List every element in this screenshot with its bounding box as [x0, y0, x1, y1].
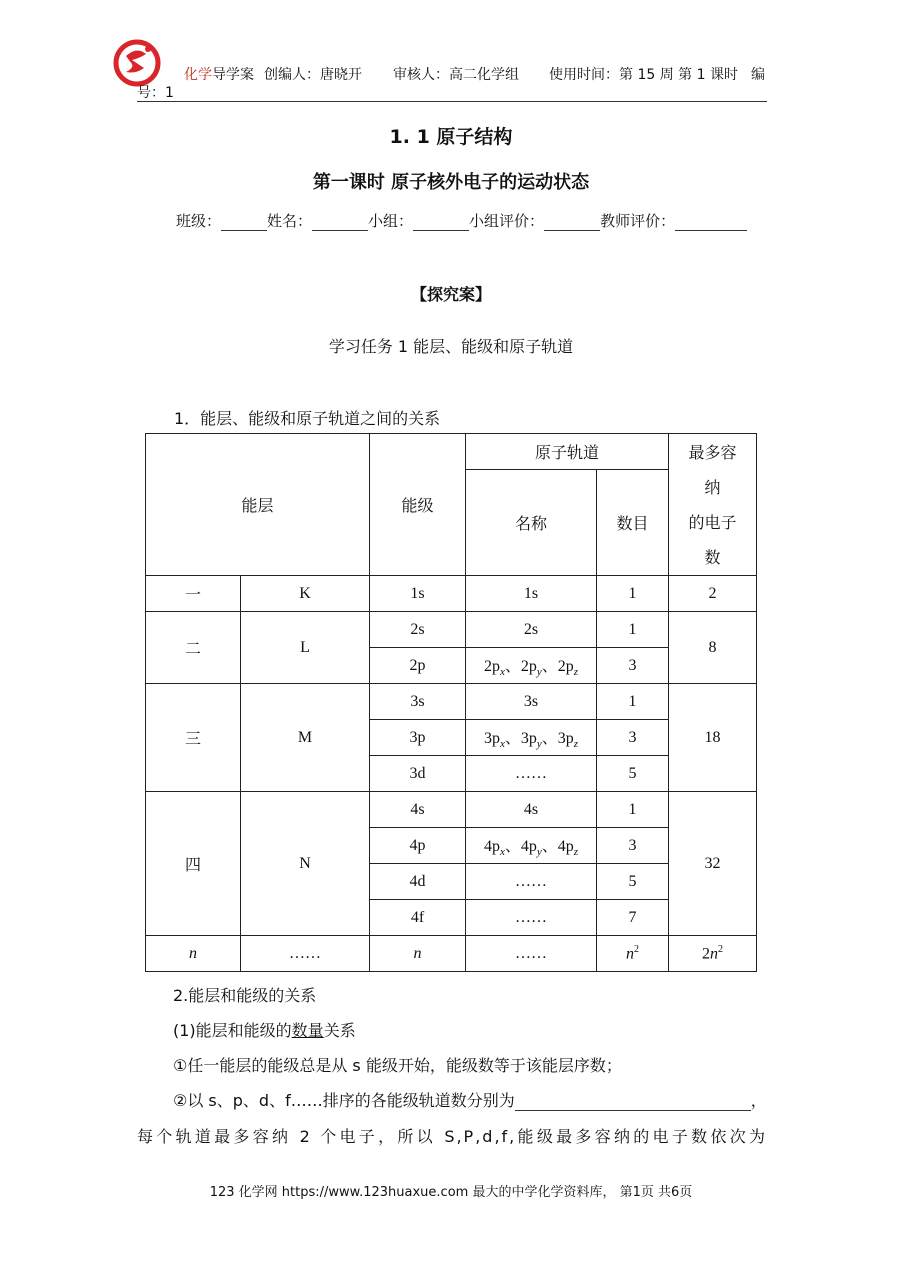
orbital-table — [145, 433, 757, 972]
orbital-name-cell: 3s — [466, 684, 597, 720]
orbital-name-cell: …… — [466, 864, 597, 900]
level-cell: 4f — [370, 900, 466, 936]
orbital-sub: z — [573, 738, 579, 751]
shell-cell: n — [146, 936, 241, 972]
orbital-count-cell: 7 — [597, 900, 669, 936]
header-max-a: 最多容 — [688, 442, 737, 462]
level-cell: 2s — [370, 612, 466, 648]
group-eval-blank — [544, 214, 600, 231]
p3-end: ， — [750, 1091, 767, 1110]
table-row — [146, 684, 757, 720]
orbital-letter: p — [491, 729, 500, 747]
orbital-sep: 、 — [541, 657, 558, 675]
orbital-prefix: 4 — [557, 837, 566, 855]
paragraph-2: ①任一能层的能级总是从 s 能级开始，能级数等于该能层序数； — [173, 1056, 622, 1075]
level-cell: 4s — [370, 792, 466, 828]
page-title: 1. 1 原子结构 — [389, 126, 513, 148]
header-max-electrons — [669, 434, 757, 576]
level-cell: 2p — [370, 648, 466, 684]
teacher-eval-blank — [675, 214, 747, 231]
orbital-sub: x — [499, 738, 505, 751]
orbital-count-cell — [597, 936, 669, 972]
orbital-name-cell: 4s — [466, 792, 597, 828]
level-cell: 4p — [370, 828, 466, 864]
answer-blank — [515, 1094, 751, 1111]
shell-letter-cell: M — [241, 684, 370, 792]
orbital-letter: p — [528, 837, 537, 855]
orbital-name-cell: 1s — [466, 576, 597, 612]
group-label: 小组： — [368, 212, 414, 230]
header-doc-type — [184, 64, 254, 84]
section-2-heading: 2.能层和能级的关系 — [173, 986, 317, 1005]
orbital-sub: z — [573, 666, 579, 679]
max-electrons-cell: 2 — [669, 576, 757, 612]
orbital-count-cell: 1 — [597, 612, 669, 648]
p3-text: ②以 s、p、d、f……排序的各能级轨道数分别为 — [173, 1091, 515, 1110]
orbital-count-cell: 5 — [597, 756, 669, 792]
orbital-sub: z — [573, 846, 579, 859]
max-electrons-cell: 8 — [669, 612, 757, 684]
shell-cell: 三 — [146, 684, 241, 792]
shell-letter-cell: K — [241, 576, 370, 612]
orbital-letter: p — [491, 657, 500, 675]
orbital-count-cell: 3 — [597, 648, 669, 684]
orbital-count-cell: 3 — [597, 720, 669, 756]
level-cell: 1s — [370, 576, 466, 612]
header-orbital: 原子轨道 — [466, 434, 669, 470]
name-label: 姓名： — [267, 212, 313, 230]
orbital-count-cell: 1 — [597, 684, 669, 720]
header-orbital-count: 数目 — [597, 470, 669, 576]
orbital-sep: 、 — [504, 837, 521, 855]
orbital-prefix: 3 — [557, 729, 566, 747]
table-row — [146, 612, 757, 648]
orbital-sep: 、 — [504, 729, 521, 747]
max-prefix: 2 — [702, 945, 710, 963]
header-divider — [137, 101, 767, 102]
shell-cell: 一 — [146, 576, 241, 612]
level-cell: 3p — [370, 720, 466, 756]
orbital-letter: p — [528, 657, 537, 675]
student-info-row — [176, 210, 747, 231]
p1-post: 关系 — [323, 1021, 356, 1040]
header-max-d: 数 — [704, 547, 721, 567]
orbital-count-cell: 5 — [597, 864, 669, 900]
header-max-c: 的电子 — [688, 512, 737, 532]
orbital-prefix: 2 — [483, 657, 492, 675]
explore-heading: 【探究案】 — [410, 285, 491, 304]
paragraph-1 — [173, 1018, 356, 1041]
count-n: n — [626, 945, 634, 963]
header-number-b: 号：1 — [137, 85, 174, 101]
class-blank — [221, 214, 267, 231]
orbital-count-cell: 1 — [597, 576, 669, 612]
shell-letter-cell: N — [241, 792, 370, 936]
orbital-letter: p — [565, 837, 574, 855]
orbital-prefix: 4 — [483, 837, 492, 855]
header-red-word: 化学 — [184, 67, 212, 83]
paragraph-3 — [173, 1088, 767, 1111]
orbital-name-cell: 2s — [466, 612, 597, 648]
orbital-sep: 、 — [504, 657, 521, 675]
table-row — [146, 936, 757, 972]
orbital-letter: p — [491, 837, 500, 855]
orbital-sub: x — [499, 666, 505, 679]
level-cell: 4d — [370, 864, 466, 900]
orbital-prefix: 3 — [520, 729, 529, 747]
header-rest-word: 导学案 — [212, 67, 254, 83]
orbital-prefix: 2 — [520, 657, 529, 675]
shell-letter-cell: …… — [241, 936, 370, 972]
table-row — [146, 792, 757, 828]
header-editor: 创编人：唐晓开 — [264, 67, 362, 83]
section-1-heading: 1．能层、能级和原子轨道之间的关系 — [174, 409, 441, 428]
orbital-name-cell — [466, 720, 597, 756]
max-electrons-cell: 18 — [669, 684, 757, 792]
max-sup: 2 — [718, 943, 723, 955]
orbital-sub: x — [499, 846, 505, 859]
max-electrons-cell — [669, 936, 757, 972]
shell-cell: 二 — [146, 612, 241, 684]
orbital-sub: y — [536, 666, 542, 679]
group-blank — [413, 214, 469, 231]
orbital-prefix: 2 — [557, 657, 566, 675]
page-footer: 123 化学网 https://www.123huaxue.com 最大的中学化学资料库， 第1页 共6页 — [209, 1185, 693, 1200]
orbital-sep: 、 — [541, 837, 558, 855]
header-orbital-name: 名称 — [466, 470, 597, 576]
page-subtitle: 第一课时 原子核外电子的运动状态 — [312, 172, 590, 193]
p1-pre: (1)能层和能级的 — [173, 1021, 292, 1040]
orbital-sub: y — [536, 738, 542, 751]
level-cell: 3d — [370, 756, 466, 792]
orbital-letter: p — [565, 657, 574, 675]
shell-cell: 四 — [146, 792, 241, 936]
level-cell: 3s — [370, 684, 466, 720]
paragraph-4: 每个轨道最多容纳 2 个电子，所以 S,P,d,f,能级最多容纳的电子数依次为 — [137, 1127, 767, 1146]
table-row — [146, 576, 757, 612]
header-usage: 使用时间：第 15 周 第 1 课时 — [549, 67, 738, 83]
header-reviewer: 审核人：高二化学组 — [393, 67, 519, 83]
teacher-eval-label: 教师评价： — [600, 212, 676, 230]
header-subshell: 能级 — [370, 434, 466, 576]
header-max-b: 纳 — [704, 477, 721, 497]
orbital-count-cell: 1 — [597, 792, 669, 828]
name-blank — [312, 214, 368, 231]
orbital-count-cell: 3 — [597, 828, 669, 864]
count-sup: 2 — [634, 943, 639, 955]
p1-underlined: 数量 — [291, 1021, 324, 1040]
task-heading: 学习任务 1 能层、能级和原子轨道 — [328, 337, 574, 356]
table-header-row — [146, 434, 757, 470]
orbital-letter: p — [528, 729, 537, 747]
level-cell: n — [370, 936, 466, 972]
class-label: 班级： — [176, 212, 222, 230]
max-n: n — [710, 945, 718, 963]
orbital-sub: y — [536, 846, 542, 859]
orbital-letter: p — [565, 729, 574, 747]
orbital-name-cell: …… — [466, 936, 597, 972]
orbital-name-cell — [466, 648, 597, 684]
group-eval-label: 小组评价： — [469, 212, 545, 230]
shell-letter-cell: L — [241, 612, 370, 684]
orbital-name-cell — [466, 828, 597, 864]
header-shell: 能层 — [146, 434, 370, 576]
max-electrons-cell: 32 — [669, 792, 757, 936]
header-number-a: 编 — [751, 67, 765, 83]
logo-icon — [112, 38, 162, 88]
orbital-sep: 、 — [541, 729, 558, 747]
orbital-prefix: 3 — [483, 729, 492, 747]
orbital-name-cell: …… — [466, 900, 597, 936]
orbital-prefix: 4 — [520, 837, 529, 855]
orbital-name-cell: …… — [466, 756, 597, 792]
